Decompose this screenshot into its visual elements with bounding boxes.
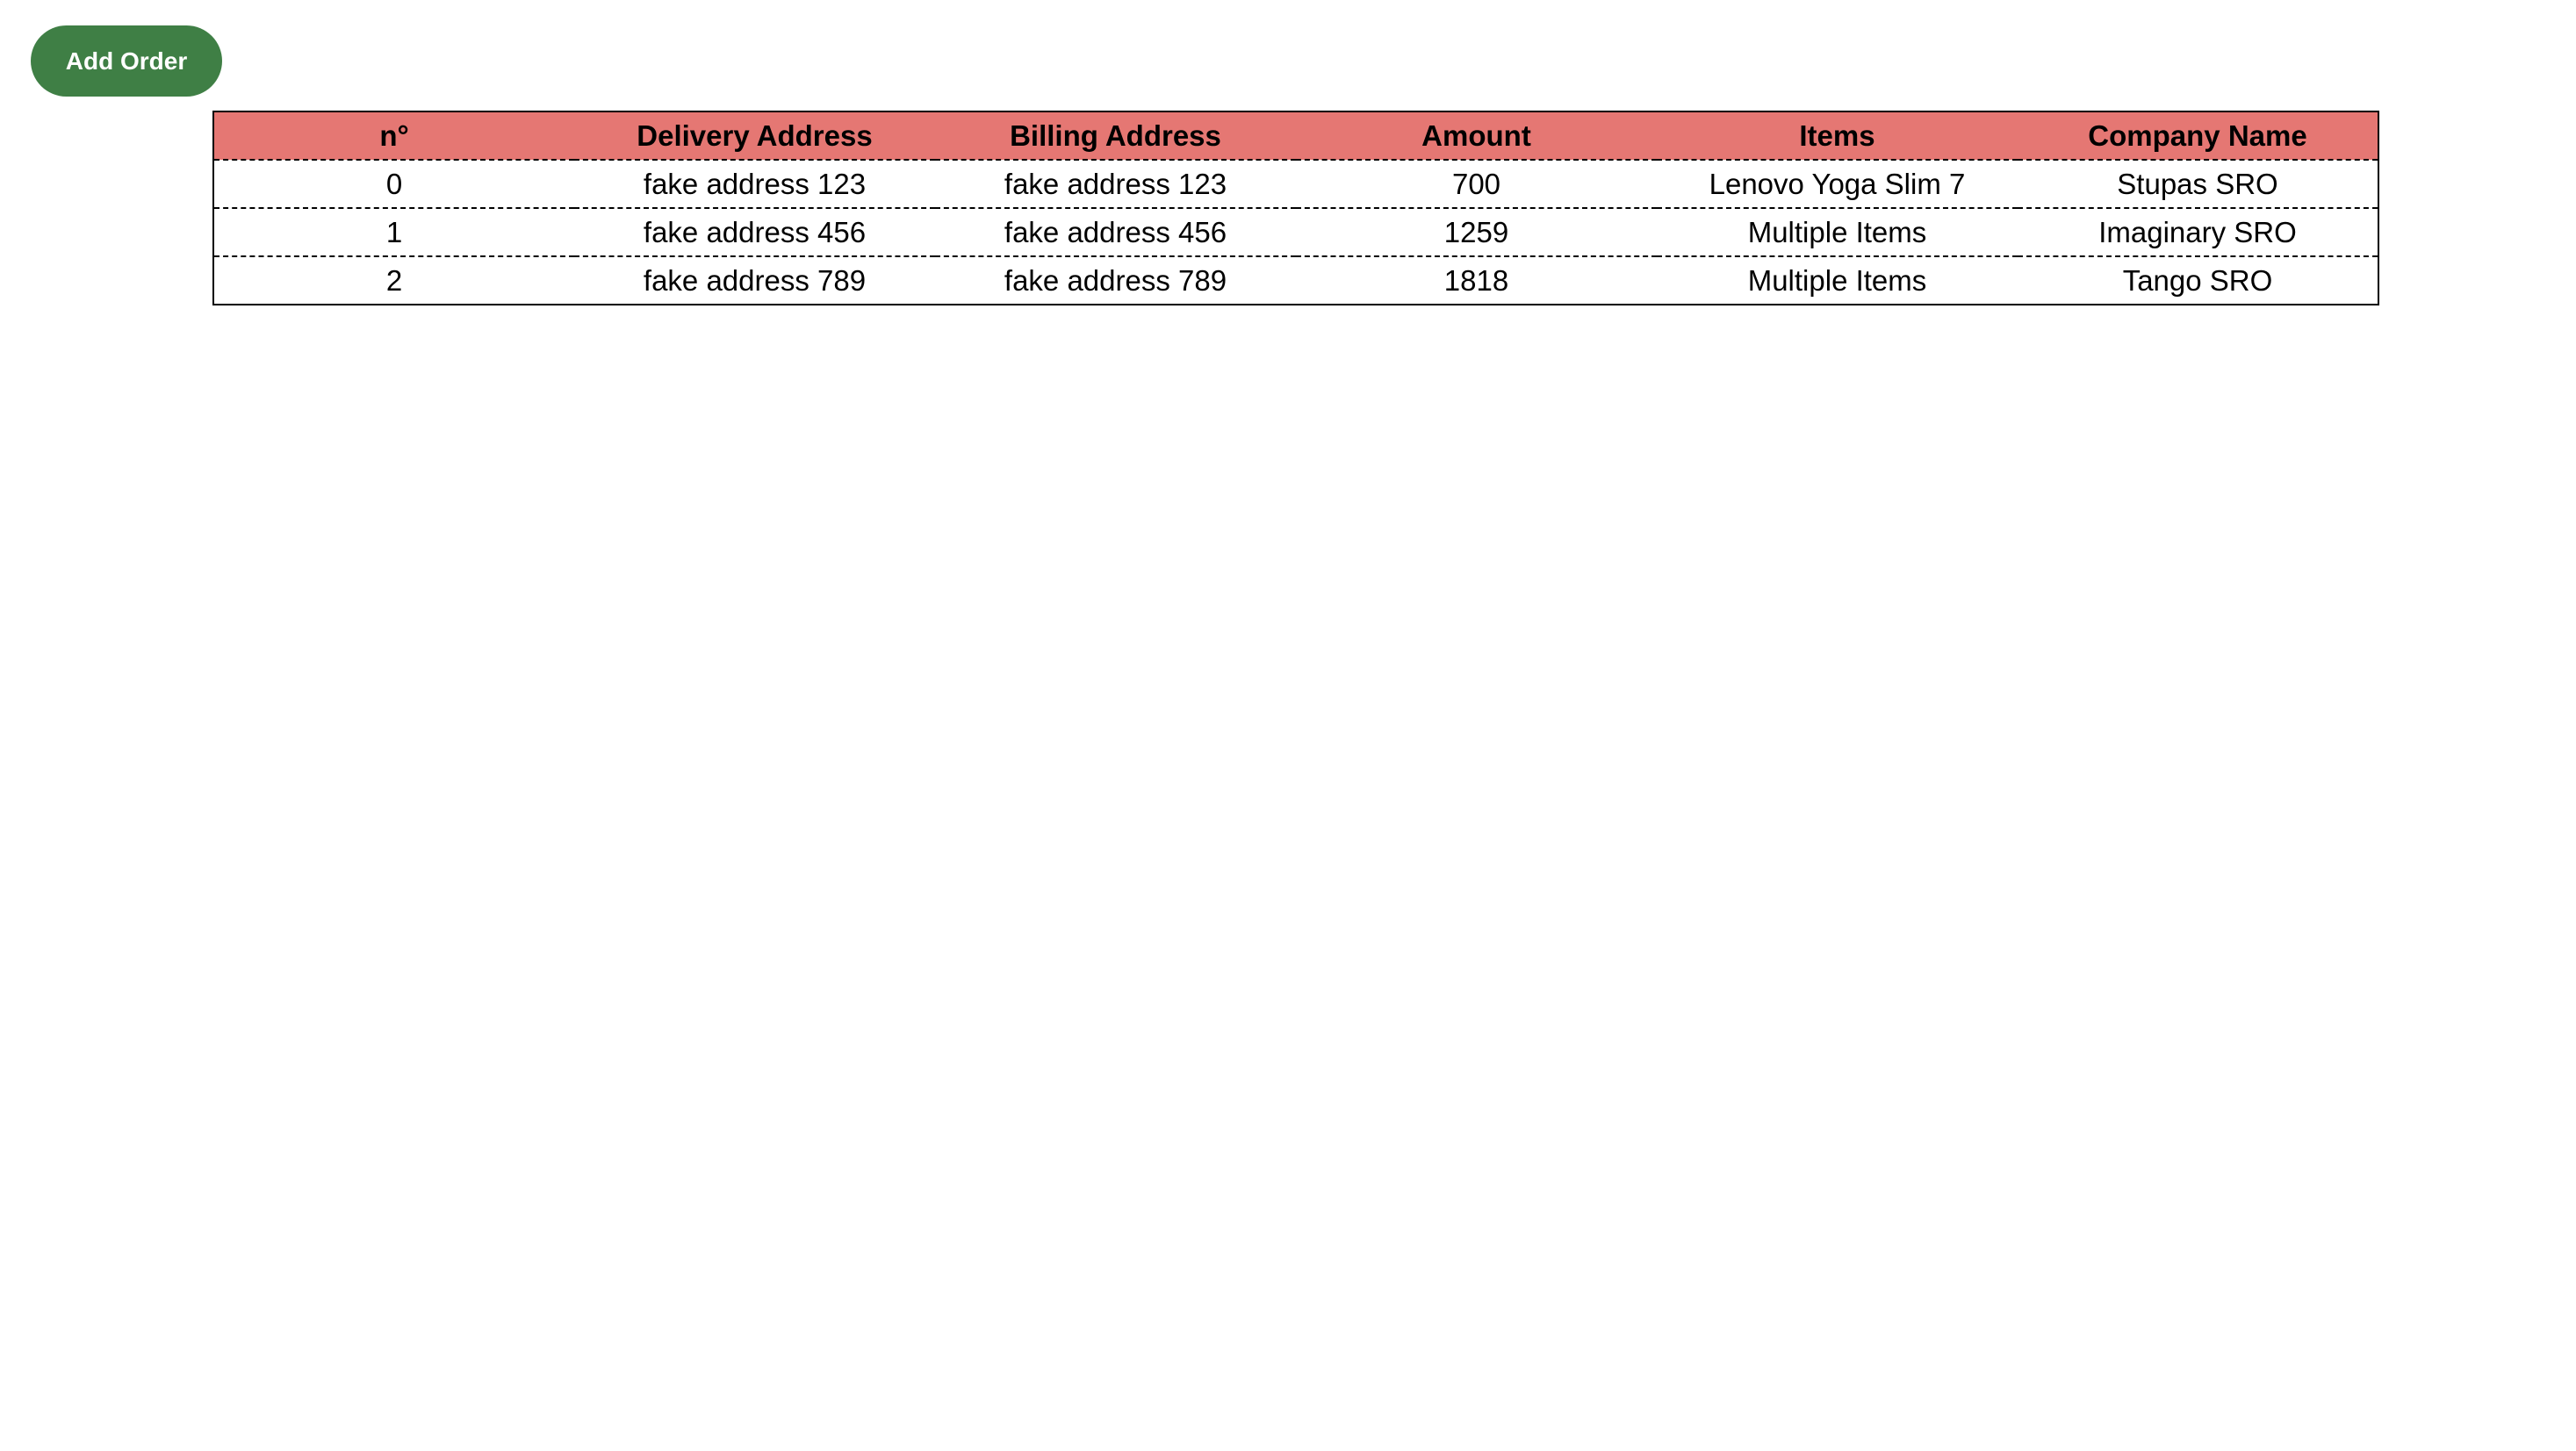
add-order-button[interactable]: Add Order	[31, 25, 222, 97]
header-row	[213, 111, 2378, 160]
cell-company-name: Tango SRO	[2018, 256, 2378, 305]
cell-items: Lenovo Yoga Slim 7	[1709, 167, 1966, 200]
column-header-amount: Amount	[1296, 111, 1657, 160]
cell-delivery-address: fake address 789	[574, 256, 935, 305]
cell-delivery-address: fake address 456	[574, 208, 935, 256]
cell-company-name: Stupas SRO	[2117, 167, 2278, 200]
cell-number: 0	[385, 167, 403, 200]
column-header-number: n°	[213, 111, 574, 160]
cell-amount: 1818	[1296, 256, 1657, 305]
cell-delivery-address: fake address 123	[643, 167, 867, 200]
column-header-company-name: Company Name	[2018, 111, 2378, 160]
column-header-items: Items	[1657, 111, 2018, 160]
cell-billing-address: fake address 456	[935, 208, 1296, 256]
cell-amount: 700	[1451, 167, 1501, 200]
orders-table	[212, 111, 2379, 305]
table-row	[213, 256, 2378, 305]
cell-billing-address: fake address 789	[935, 256, 1296, 305]
cell-amount: 1259	[1296, 208, 1657, 256]
column-header-delivery-address: Delivery Address	[574, 111, 935, 160]
cell-company-name: Imaginary SRO	[2018, 208, 2378, 256]
cell-number: 2	[213, 256, 574, 305]
cell-items: Multiple Items	[1657, 256, 2018, 305]
cell-number: 1	[213, 208, 574, 256]
table-row	[213, 160, 2378, 208]
table-row	[213, 208, 2378, 256]
orders-table-header	[213, 111, 2378, 160]
orders-table-body	[213, 160, 2378, 305]
column-header-billing-address: Billing Address	[935, 111, 1296, 160]
cell-billing-address: fake address 123	[1004, 167, 1227, 200]
cell-items: Multiple Items	[1657, 208, 2018, 256]
